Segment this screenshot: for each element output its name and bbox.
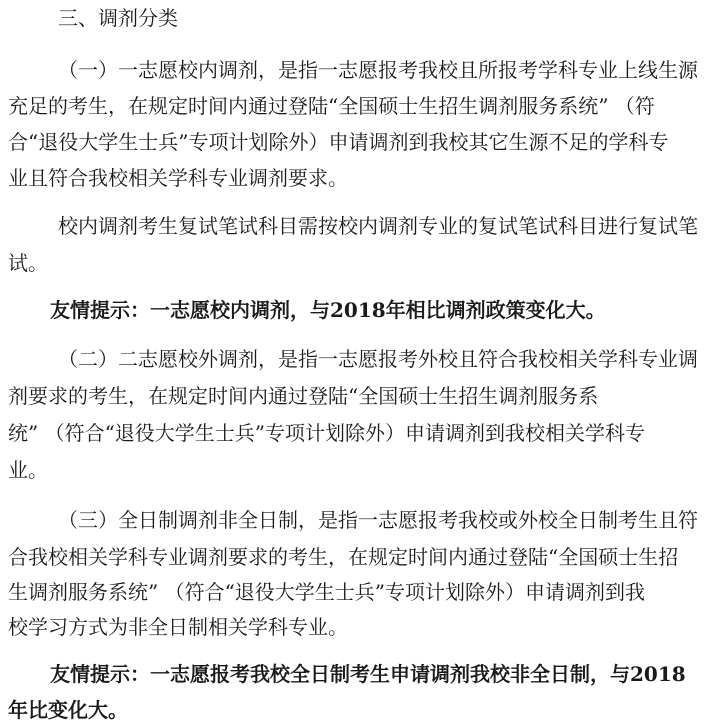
paragraph-3-line-4: 业。 xyxy=(8,458,48,482)
paragraph-4-line-3: 生调剂服务系统” （符合“退役大学生士兵”专项计划除外）申请调剂到我 xyxy=(8,580,646,604)
paragraph-2-line-1: 校内调剂考生复试笔试科目需按校内调剂专业的复试笔试科目进行复试笔 xyxy=(58,214,698,238)
paragraph-3-line-1: （二）二志愿校外调剂，是指一志愿报考外校且符合我校相关学科专业调 xyxy=(58,347,698,371)
paragraph-1-line-2: 充足的考生，在规定时间内通过登陆“全国硕士生招生调剂服务系统” （符 xyxy=(8,94,655,118)
paragraph-1-line-4: 业且符合我校相关学科专业调剂要求。 xyxy=(8,166,348,190)
tip-2-line-2: 年比变化大。 xyxy=(8,698,128,722)
tip-2-line-1: 友情提示：一志愿报考我校全日制考生申请调剂我校非全日制，与2018 xyxy=(50,662,686,686)
section-title: 三、调剂分类 xyxy=(58,6,178,30)
tip-1: 友情提示：一志愿校内调剂，与2018年相比调剂政策变化大。 xyxy=(50,298,606,322)
paragraph-1-line-1: （一）一志愿校内调剂，是指一志愿报考我校且所报考学科专业上线生源 xyxy=(58,58,698,82)
paragraph-1-line-3: 合“退役大学生士兵”专项计划除外）申请调剂到我校其它生源不足的学科专 xyxy=(8,130,669,154)
paragraph-4-line-4: 校学习方式为非全日制相关学科专业。 xyxy=(8,615,348,639)
paragraph-2-line-2: 试。 xyxy=(8,251,48,275)
paragraph-3-line-2: 剂要求的考生，在规定时间内通过登陆“全国硕士生招生调剂服务系 xyxy=(8,384,599,408)
paragraph-3-line-3: 统” （符合“退役大学生士兵”专项计划除外）申请调剂到我校相关学科专 xyxy=(8,421,646,445)
paragraph-4-line-2: 合我校相关学科专业调剂要求的考生，在规定时间内通过登陆“全国硕士生招 xyxy=(8,545,679,569)
paragraph-4-line-1: （三）全日制调剂非全日制，是指一志愿报考我校或外校全日制考生且符 xyxy=(58,508,698,532)
